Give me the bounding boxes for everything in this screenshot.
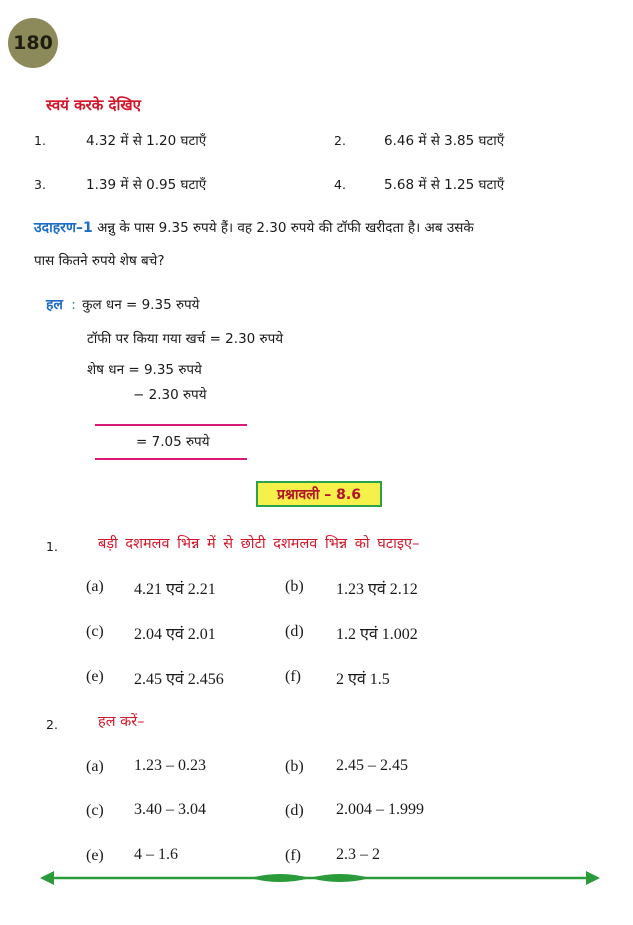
q1-text: बड़ी दशमलव भिन्न में से छोटी दशमलव भिन्न को घटाइए– [98, 536, 420, 552]
q2-part-c-label: (c) [86, 802, 104, 819]
toffee-expense-text: टॉफी पर किया गया खर्च = 2.30 रुपये [87, 331, 284, 347]
q2-part-e-label: (e) [86, 847, 104, 864]
result-amount-text: = 7.05 रुपये [136, 434, 210, 450]
q2-part-a-label: (a) [86, 758, 104, 775]
q1-part-a-text: 4.21 एवं 2.21 [134, 581, 216, 598]
q1-part-d-text: 1.2 एवं 1.002 [336, 626, 418, 643]
try-item-3-text: 1.39 में से 0.95 घटाएँ [86, 177, 207, 193]
decorative-arrow-divider [40, 868, 600, 888]
try-item-1-text: 4.32 में से 1.20 घटाएँ [86, 133, 207, 149]
remaining-money-text: शेष धन = 9.35 रुपये [87, 362, 202, 378]
q1-part-b-text: 1.23 एवं 2.12 [336, 581, 418, 598]
example-line-2: पास कितने रुपये शेष बचे? [34, 253, 165, 269]
solution-label: हल [46, 297, 63, 313]
exercise-title: प्रश्नावली – 8.6 [277, 486, 361, 503]
total-money-text: कुल धन = 9.35 रुपये [82, 297, 200, 313]
calculation-divider-top [95, 424, 247, 426]
try-item-4-number: 4. [334, 177, 346, 192]
exercise-title-box [256, 481, 382, 507]
q1-part-e-text: 2.45 एवं 2.456 [134, 671, 224, 688]
q2-part-c-text: 3.40 – 3.04 [134, 801, 206, 818]
q2-part-b-label: (b) [285, 758, 304, 775]
q2-part-f-text: 2.3 – 2 [336, 846, 380, 863]
q1-part-f-text: 2 एवं 1.5 [336, 671, 390, 688]
q2-part-d-text: 2.004 – 1.999 [336, 801, 424, 818]
q2-part-f-label: (f) [285, 847, 301, 864]
q2-part-e-text: 4 – 1.6 [134, 846, 178, 863]
example-line-1 [34, 218, 614, 237]
q2-text: हल करें– [98, 714, 145, 730]
try-item-1-number: 1. [34, 133, 46, 148]
calculation-divider-bottom [95, 458, 247, 460]
solution-separator: : [71, 297, 76, 313]
try-yourself-heading: स्वयं करके देखिए [46, 96, 141, 114]
try-item-3-number: 3. [34, 177, 46, 192]
example-label: उदाहरण–1 [34, 220, 93, 236]
q2-part-a-text: 1.23 – 0.23 [134, 757, 206, 774]
q1-part-a-label: (a) [86, 578, 104, 595]
q1-part-c-text: 2.04 एवं 2.01 [134, 626, 216, 643]
q1-part-e-label: (e) [86, 668, 104, 685]
q2-part-b-text: 2.45 – 2.45 [336, 757, 408, 774]
try-item-2-number: 2. [334, 133, 346, 148]
q1-part-f-label: (f) [285, 668, 301, 685]
q1-number: 1. [46, 539, 58, 554]
subtract-amount-text: − 2.30 रुपये [133, 387, 207, 403]
page-number-badge: 180 [8, 18, 58, 68]
q1-part-b-label: (b) [285, 578, 304, 595]
q1-part-d-label: (d) [285, 623, 304, 640]
q2-number: 2. [46, 717, 58, 732]
q1-part-c-label: (c) [86, 623, 104, 640]
q2-part-d-label: (d) [285, 802, 304, 819]
solution-line-1 [46, 295, 200, 314]
try-item-2-text: 6.46 में से 3.85 घटाएँ [384, 133, 505, 149]
example-text-1: अन्नु के पास 9.35 रुपये हैं। वह 2.30 रुपये की टॉफी खरीदता है। अब उसके [97, 220, 474, 236]
try-item-4-text: 5.68 में से 1.25 घटाएँ [384, 177, 505, 193]
